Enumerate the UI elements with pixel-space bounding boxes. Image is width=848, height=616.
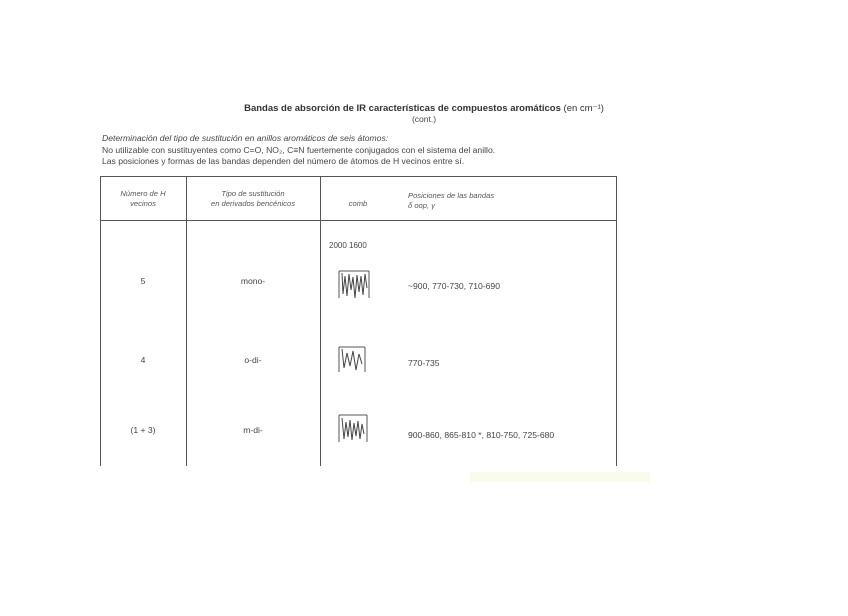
row-meta-neighbors: (1 + 3) [130,425,156,435]
page-title [0,103,848,114]
row-mono-positions: ~900, 770-730, 710-690 [408,281,500,291]
table-col-divider-1 [186,176,187,466]
header-neighbors-line2: vecinos [130,199,156,208]
header-neighbors [100,189,186,209]
header-positions [408,191,494,211]
comb-band-pattern-meta-icon [337,412,369,446]
table-right-border [616,176,617,466]
row-ortho-neighbors: 4 [140,355,146,365]
row-mono-neighbors: 5 [140,276,146,286]
comb-range-label: 2000 1600 [329,241,367,250]
intro-heading: Determinación del tipo de sustitución en anillos aromáticos de seis átomos: [102,133,389,143]
title-unit: (en cm⁻¹) [563,103,604,114]
intro-line-1: No utilizable con sustituyentes como C=O, NO₂, C≡N fuertemente conjugados con el sistema del anillo. [102,145,496,155]
row-mono-type: mono- [240,276,266,286]
intro-line-2: Las posiciones y formas de las bandas dependen del número de átomos de H vecinos entre sí. [102,156,465,166]
row-ortho-type: o-di- [244,355,262,365]
table-left-border [100,176,101,466]
page-subtitle: (cont.) [411,114,437,124]
comb-band-pattern-ortho-icon [337,344,367,376]
scan-artifact [470,472,650,482]
row-meta-type: m-di- [243,425,263,435]
header-positions-line2: δ oop, γ [408,201,436,210]
comb-band-pattern-mono-icon [337,268,371,302]
table-header-divider [100,220,617,221]
header-comb: comb [348,199,368,208]
header-substitution-line1: Tipo de sustitución [221,189,285,198]
row-meta-positions: 900-860, 865-810 *, 810-750, 725-680 [408,430,555,440]
title-text: Bandas de absorción de IR características de compuestos aromáticos [244,103,561,114]
header-positions-line1: Posiciones de las bandas [408,191,495,200]
table-col-divider-2 [320,176,321,466]
row-ortho-positions: 770-735 [408,358,440,368]
header-substitution [186,189,320,209]
header-neighbors-line1: Número de H [120,189,166,198]
header-substitution-line2: en derivados bencénicos [210,199,295,208]
table-top-border [100,176,617,177]
